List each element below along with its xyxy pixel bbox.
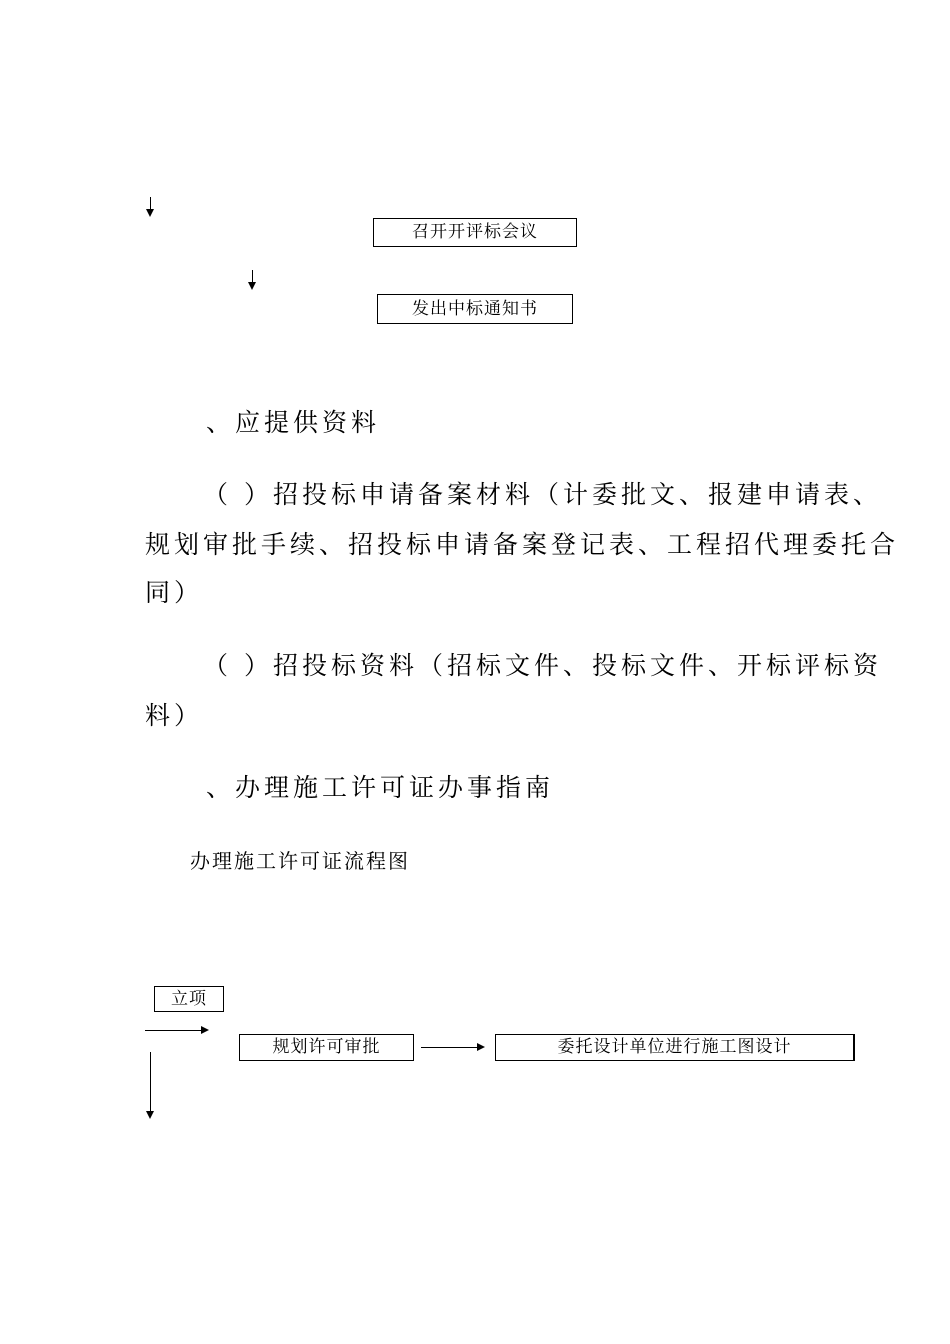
flow-box-project-approval: [154, 986, 224, 1012]
flow-box-evaluation-meeting-label: 召开开评标会议: [412, 222, 538, 242]
flow-box-construction-drawing-design: [495, 1034, 855, 1061]
materials-item1-line3: 同）: [145, 578, 204, 607]
permit-flowchart-title: 办理施工许可证流程图: [190, 849, 410, 873]
materials-item1-line2: 规划审批手续、招投标申请备案登记表、工程招代理委托合: [145, 530, 900, 559]
materials-item2-line1: （ ）招投标资料（招标文件、投标文件、开标评标资: [203, 651, 882, 680]
flow-box-award-notice-label: 发出中标通知书: [412, 298, 538, 319]
materials-item1-line1: （ ）招投标申请备案材料（计委批文、报建申请表、: [203, 480, 882, 509]
flow-box-evaluation-meeting: [373, 218, 577, 247]
flow-box-construction-drawing-design-label: 委托设计单位进行施工图设计: [557, 1037, 792, 1057]
section-heading-materials: 、应提供资料: [206, 408, 381, 437]
section-heading-permit: 、办理施工许可证办事指南: [206, 773, 555, 802]
flow-box-award-notice: [377, 294, 573, 324]
flow-box-project-approval-label: 立项: [171, 988, 207, 1009]
flow-box-planning-permit: [239, 1034, 414, 1061]
flow-box-planning-permit-label: 规划许可审批: [272, 1037, 381, 1057]
materials-item2-line2: 料）: [145, 701, 204, 730]
